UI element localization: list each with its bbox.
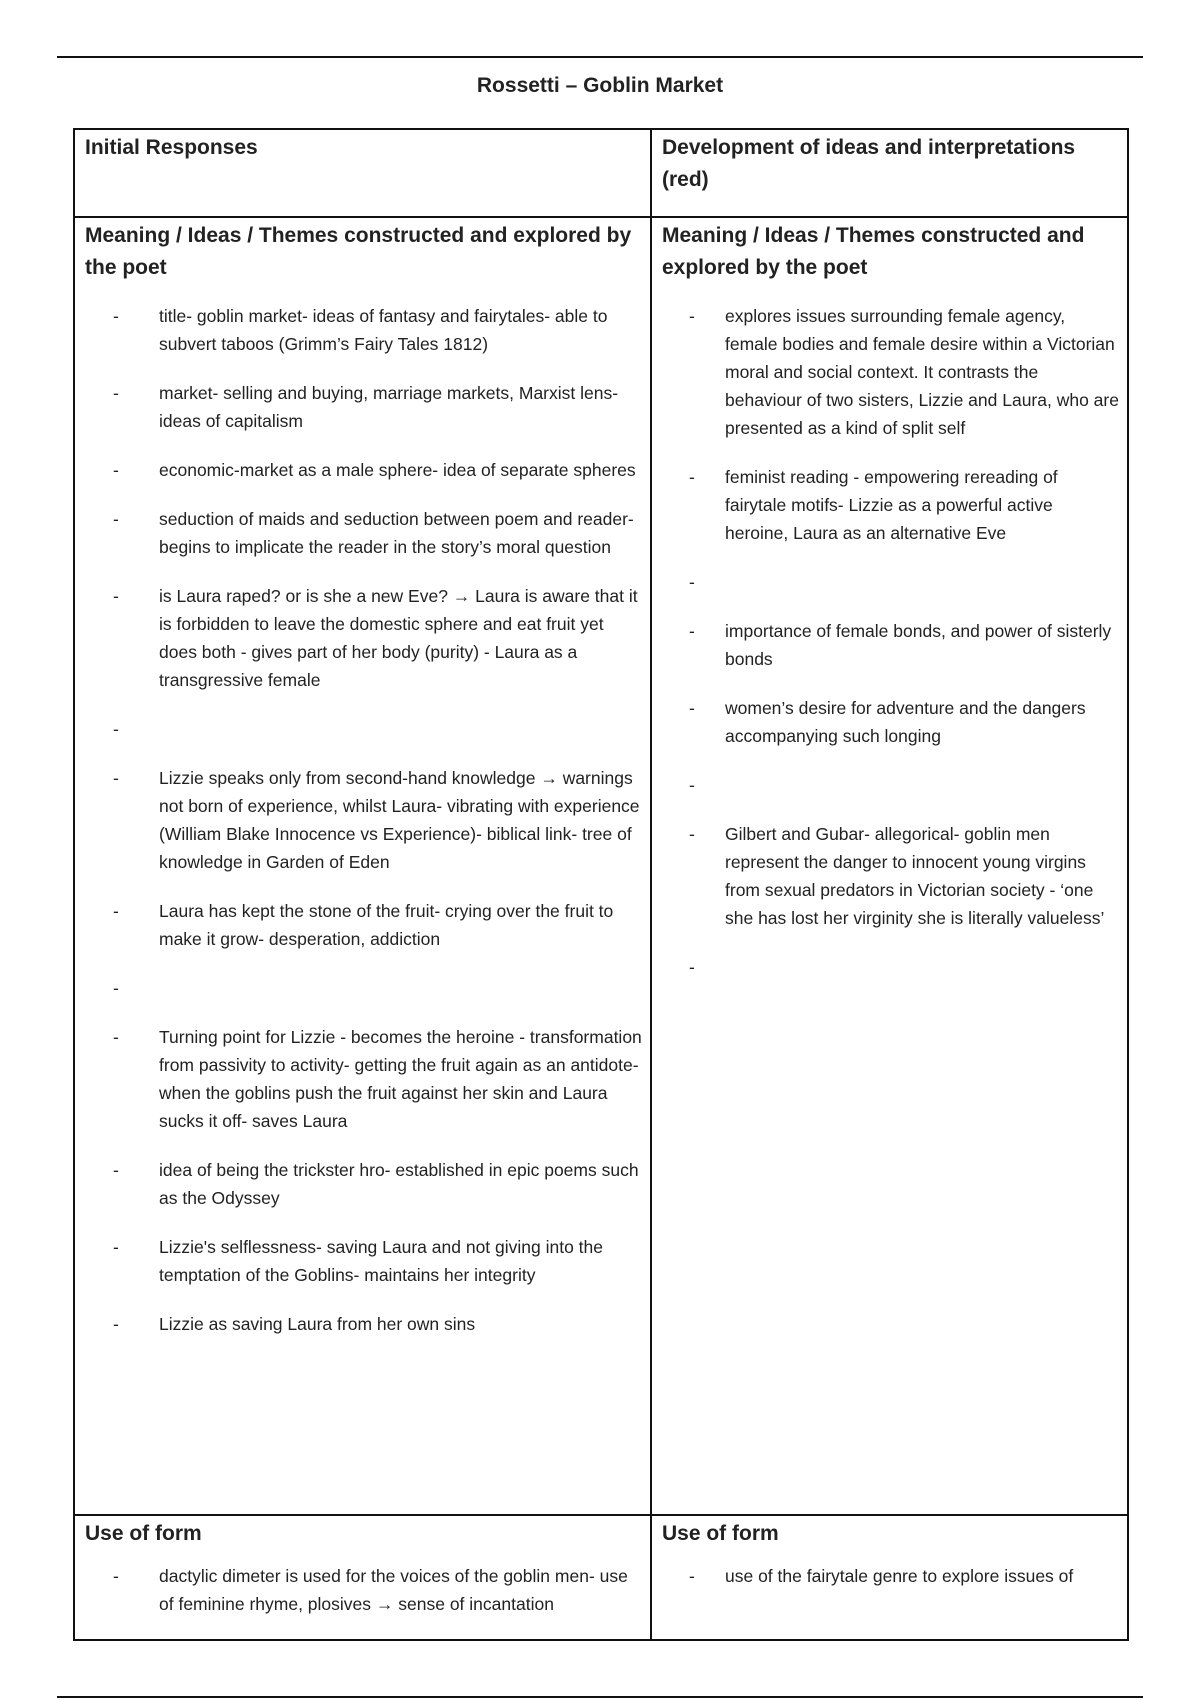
list-item (75, 1310, 650, 1338)
list-item-text: economic-market as a male sphere- idea of separate spheres (159, 460, 636, 480)
dash-bullet: - (113, 1027, 119, 1047)
list-item (75, 897, 650, 953)
dash-bullet: - (113, 1160, 119, 1180)
dash-bullet: - (113, 1237, 119, 1257)
list-item-text: Gilbert and Gubar- allegorical- goblin men represent the danger to innocent young virgins from sexual predators in Victorian society - ‘one she has lost her virginity she is literally valueless’ (725, 824, 1105, 928)
list-item (75, 1562, 650, 1618)
list-item-text: dactylic dimeter is used for the voices of the goblin men- use of feminine rhyme, plosives → sense of incantation (159, 1566, 628, 1614)
list-item-text: use of the fairytale genre to explore issues of (725, 1566, 1074, 1586)
meaning-right-heading: Meaning / Ideas / Themes constructed and explored by the poet (662, 224, 1085, 279)
dash-bullet: - (113, 978, 119, 998)
list-item-text: seduction of maids and seduction between poem and reader- begins to implicate the reader in the story’s moral question (159, 509, 634, 557)
form-right-cell (651, 1515, 1128, 1640)
list-item (652, 694, 1127, 750)
list-item (75, 715, 650, 743)
meaning-right-cell (651, 217, 1128, 1515)
list-item-text: idea of being the trickster hro- established in epic poems such as the Odyssey (159, 1160, 639, 1208)
dash-bullet: - (689, 775, 695, 795)
list-item (75, 456, 650, 484)
dash-bullet: - (113, 509, 119, 529)
form-left-cell (74, 1515, 651, 1640)
page-title: Rossetti – Goblin Market (476, 74, 724, 97)
dash-bullet: - (113, 768, 119, 788)
form-right-list (652, 1562, 1127, 1590)
list-item (652, 953, 1127, 981)
meaning-left-list (75, 302, 650, 1338)
form-left-list (75, 1562, 650, 1618)
dash-bullet: - (113, 306, 119, 326)
bottom-rule (57, 1696, 1143, 1698)
initial-responses-header-cell (74, 129, 651, 217)
list-item-text: importance of female bonds, and power of sisterly bonds (725, 621, 1112, 669)
list-item-text: Turning point for Lizzie - becomes the heroine - transformation from passivity to activity- getting the fruit again as an antidote- when the goblins push the fruit against her skin and Laura sucks it off- saves Laura (159, 1027, 642, 1131)
list-item (75, 1023, 650, 1135)
list-item-text: Lizzie as saving Laura from her own sins (159, 1314, 476, 1334)
list-item (652, 568, 1127, 596)
list-item (652, 302, 1127, 442)
list-item (652, 463, 1127, 547)
development-heading: Development of ideas and interpretations (red) (662, 136, 1076, 191)
meaning-left-cell (74, 217, 651, 1515)
list-item-text: Laura has kept the stone of the fruit- crying over the fruit to make it grow- desperation, addiction (159, 901, 614, 949)
list-item (75, 302, 650, 358)
list-item (75, 379, 650, 435)
list-item (75, 1156, 650, 1212)
dash-bullet: - (689, 572, 695, 592)
list-item (652, 820, 1127, 932)
list-item (75, 764, 650, 876)
form-row (74, 1515, 1128, 1640)
list-item (75, 974, 650, 1002)
list-item-text: women’s desire for adventure and the dangers accompanying such longing (725, 698, 1086, 746)
list-item (652, 1562, 1127, 1590)
dash-bullet: - (113, 586, 119, 606)
list-item (75, 582, 650, 694)
meaning-right-list (652, 302, 1127, 981)
list-item-text: Lizzie's selflessness- saving Laura and not giving into the temptation of the Goblins- maintains her integrity (159, 1237, 604, 1285)
list-item (75, 1233, 650, 1289)
dash-bullet: - (113, 383, 119, 403)
list-item (652, 617, 1127, 673)
dash-bullet: - (113, 901, 119, 921)
initial-responses-heading: Initial Responses (85, 136, 258, 159)
notes-table (73, 128, 1129, 1641)
dash-bullet: - (689, 698, 695, 718)
dash-bullet: - (689, 957, 695, 977)
dash-bullet: - (689, 621, 695, 641)
list-item (75, 505, 650, 561)
dash-bullet: - (113, 460, 119, 480)
dash-bullet: - (113, 1314, 119, 1334)
meaning-row (74, 217, 1128, 1515)
list-item-text: is Laura raped? or is she a new Eve? → Laura is aware that it is forbidden to leave the domestic sphere and eat fruit yet does both - gives part of her body (purity) - Laura as a transgressive female (159, 586, 638, 690)
form-left-heading: Use of form (85, 1522, 202, 1545)
dash-bullet: - (689, 1566, 695, 1586)
dash-bullet: - (689, 824, 695, 844)
dash-bullet: - (113, 1566, 119, 1586)
list-item-text: market- selling and buying, marriage markets, Marxist lens- ideas of capitalism (159, 383, 619, 431)
form-right-heading: Use of form (662, 1522, 779, 1545)
list-item (652, 771, 1127, 799)
list-item-text: feminist reading - empowering rereading of fairytale motifs- Lizzie as a powerful active heroine, Laura as an alternative Eve (725, 467, 1058, 543)
meaning-left-heading: Meaning / Ideas / Themes constructed and explored by the poet (85, 224, 632, 279)
dash-bullet: - (113, 719, 119, 739)
top-rule (57, 56, 1143, 58)
column-header-row (74, 129, 1128, 217)
list-item-text: title- goblin market- ideas of fantasy and fairytales- able to subvert taboos (Grimm’s Fairy Tales 1812) (159, 306, 608, 354)
dash-bullet: - (689, 306, 695, 326)
development-header-cell (651, 129, 1128, 217)
list-item-text: Lizzie speaks only from second-hand knowledge → warnings not born of experience, whilst Laura- vibrating with experience (William Blake Innocence vs Experience)- biblical link- tree of knowledge in Garden of Eden (159, 768, 640, 872)
list-item-text: explores issues surrounding female agency, female bodies and female desire within a Victorian moral and social context. It contrasts the behaviour of two sisters, Lizzie and Laura, who are presented as a kind of split self (725, 306, 1119, 438)
dash-bullet: - (689, 467, 695, 487)
